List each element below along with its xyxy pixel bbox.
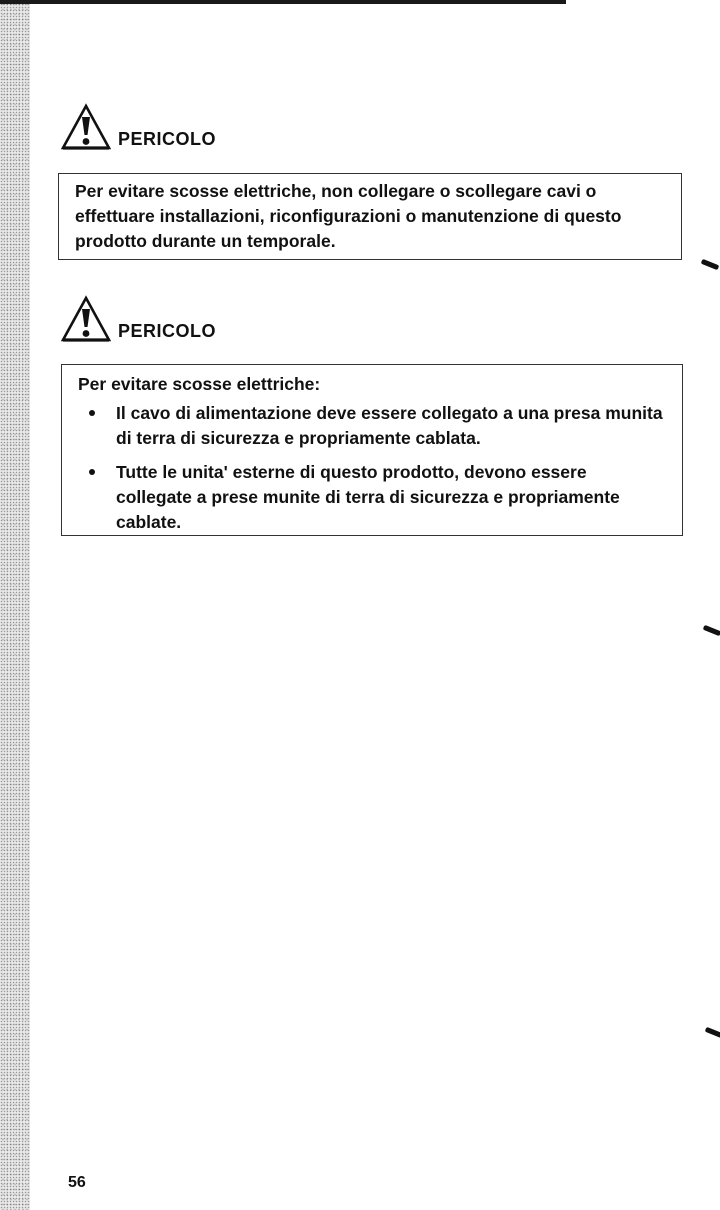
warning-bullet-list: [78, 401, 666, 535]
warning-heading-2: [60, 290, 216, 344]
edge-mark: [703, 625, 720, 636]
warning-triangle-icon: [60, 294, 112, 344]
bullet-icon: [89, 410, 95, 416]
edge-mark: [701, 259, 720, 270]
list-item: [78, 401, 666, 451]
bullet-text: Il cavo di alimentazione deve essere collegato a una presa munita di terra di sicurezza e propriamente cablata.: [116, 403, 663, 448]
warning-triangle-icon: [60, 102, 112, 152]
warning-text-1: Per evitare scosse elettriche, non collegare o scollegare cavi o effettuare installazioni, riconfigurazioni o manutenzione di questo prodotto durante un temporale.: [75, 181, 622, 251]
warning-heading-label-1: PERICOLO: [118, 129, 217, 149]
bullet-icon: [89, 469, 95, 475]
warning-box-2: [61, 364, 683, 536]
top-rule: [0, 0, 566, 4]
list-item: [78, 460, 666, 535]
binding-edge: [0, 0, 30, 1210]
warning-heading-label-2: PERICOLO: [118, 321, 217, 341]
warning-box-1: [58, 173, 682, 260]
bullet-text: Tutte le unita' esterne di questo prodotto, devono essere collegate a prese munite di terra di sicurezza e propriamente cablate.: [116, 462, 620, 532]
warning-intro-2: Per evitare scosse elettriche:: [78, 374, 321, 394]
edge-mark: [705, 1027, 720, 1038]
warning-heading-1: [60, 98, 216, 152]
page-number: 56: [68, 1174, 86, 1191]
